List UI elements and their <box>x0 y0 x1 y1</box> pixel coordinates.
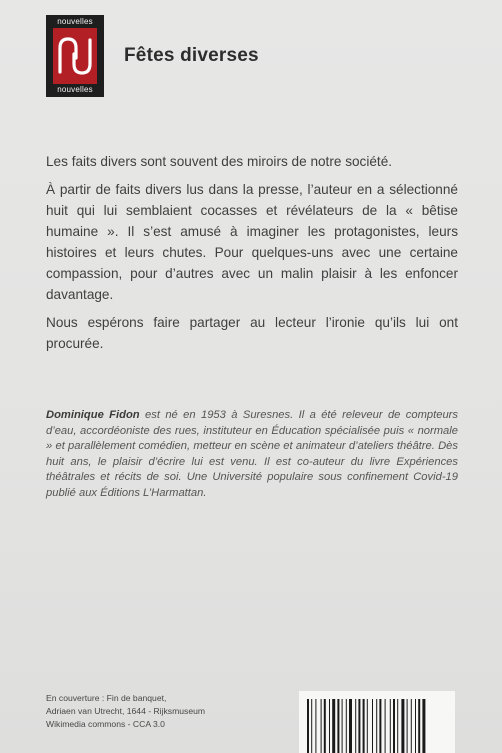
barcode-bar <box>363 699 365 753</box>
author-bio <box>46 408 458 502</box>
barcode-bar <box>315 699 316 753</box>
barcode-bar <box>390 699 391 753</box>
barcode-bar <box>321 699 322 753</box>
logo-top-text: nouvelles <box>57 17 93 26</box>
barcode-bar <box>324 699 326 753</box>
barcode-bar <box>307 699 309 753</box>
publisher-logo <box>46 15 104 97</box>
blurb <box>46 151 458 361</box>
author-bio-text: est né en 1953 à Suresnes. Il a été releveur de compteurs d’eau, accordéoniste des rues, instituteur en Éducation spécialisée puis « normale » et parallèlement comédien, metteur en scène et animateur d’ateliers théâtre. Dès huit ans, le plaisir d’écrire lui est venu. Il est co-auteur du livre Expériences théâtrales et récits de soi. Une Université populaire sous confinement Covid-19 publié aux Éditions L’Harmattan. <box>46 409 458 499</box>
barcode-bar <box>407 699 408 753</box>
barcode-bar <box>393 699 395 753</box>
cover-credits <box>46 692 266 731</box>
barcode-bar <box>349 699 352 753</box>
barcode-bar <box>411 699 412 753</box>
barcode-bar <box>346 699 347 753</box>
author-name: Dominique Fidon <box>46 409 140 421</box>
barcode-bars <box>307 699 447 753</box>
barcode-bar <box>418 699 420 753</box>
credits-line-1: En couverture : Fin de banquet, <box>46 693 167 703</box>
blurb-paragraph-1: Les faits divers sont souvent des miroirs de notre société. <box>46 154 393 169</box>
barcode-bar <box>329 699 330 753</box>
logo-nu-icon <box>53 28 97 84</box>
book-title: Fêtes diverses <box>124 45 259 66</box>
barcode-bar <box>372 699 373 753</box>
barcode-bar <box>332 699 335 753</box>
barcode-bar <box>415 699 416 753</box>
barcode-bar <box>342 699 343 753</box>
barcode-bar <box>401 699 404 753</box>
barcode-bar <box>358 699 360 753</box>
barcode-bar <box>355 699 356 753</box>
blurb-paragraph-2: À partir de faits divers lus dans la presse, l’auteur en a sélectionné huit qui lui semblaient cocasses et révélateurs de la « bêtise humaine ». Il s’est amusé à imaginer les protagonistes, leurs histoires et leurs chutes. Pour quelques-uns avec une certaine compassion, pour d’autres avec un malin plaisir à les enfoncer davantage. <box>46 182 458 302</box>
credits-line-3: Wikimedia commons - CCA 3.0 <box>46 719 165 729</box>
barcode-bar <box>385 699 386 753</box>
barcode-bar <box>379 699 381 753</box>
logo-nu-glyph <box>53 28 97 84</box>
isbn-barcode <box>299 691 455 753</box>
logo-bottom-text: nouvelles <box>57 85 93 94</box>
credits-line-2: Adriaen van Utrecht, 1644 - Rijksmuseum <box>46 706 206 716</box>
barcode-bar <box>367 699 368 753</box>
barcode-bar <box>422 699 425 753</box>
barcode-bar <box>376 699 377 753</box>
barcode-bar <box>311 699 312 753</box>
blurb-paragraph-3: Nous espérons faire partager au lecteur l’ironie qu’ils lui ont procurée. <box>46 315 458 351</box>
barcode-bar <box>397 699 398 753</box>
barcode-bar <box>337 699 339 753</box>
